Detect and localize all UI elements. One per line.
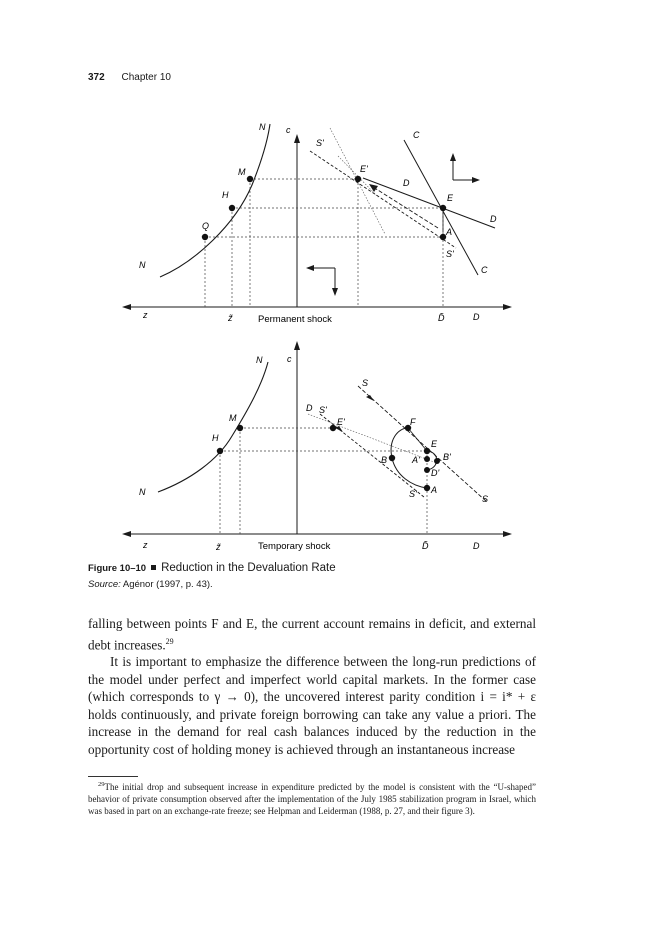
top-label-z: z: [143, 310, 148, 320]
bottom-point-M: [237, 425, 243, 431]
bottom-label-N-left: N: [139, 487, 146, 497]
page-number: 372: [88, 72, 105, 83]
footnote-text: The initial drop and subsequent increase in expenditure predicted by the model is consistent with the “U-shaped” behavior of private consumption observed after the implementation of the July 1985 stabilization program in Israel, which was based in part on an exchange-rate freeze; see Helpman and Leiderman (1988, p. 27, and their figure 3).: [88, 782, 536, 817]
top-label-N-left: N: [139, 260, 146, 270]
bottom-panel-title: Temporary shock: [258, 541, 331, 552]
bottom-label-Dprime: D': [431, 468, 440, 478]
figure-caption: [88, 562, 336, 574]
figure-source: [88, 579, 213, 590]
bottom-label-Aprime: A': [412, 455, 420, 465]
bottom-point-H: [217, 448, 223, 454]
top-label-D-tilde: D̃: [438, 313, 445, 323]
top-label-Eprime: E': [360, 164, 368, 174]
top-panel-title: Permanent shock: [258, 314, 332, 325]
bottom-axis-right-arrow: [503, 531, 512, 537]
bottom-label-z-tilde: z̃: [216, 542, 221, 552]
figure-number: Figure 10–10: [88, 563, 147, 574]
top-label-N: N: [259, 122, 266, 132]
top-c-axis-arrow: [294, 134, 300, 143]
top-label-D-left: D: [403, 178, 410, 188]
bottom-label-H: H: [212, 433, 219, 443]
footnote-rule: [88, 776, 138, 777]
top-path-arrow: [373, 187, 438, 228]
top-label-A: A: [446, 227, 453, 237]
bottom-label-S-bottom: S: [482, 494, 489, 504]
bottom-path-F-E: [408, 428, 427, 451]
top-label-z-tilde: z̃: [228, 313, 233, 323]
top-point-H: [229, 205, 235, 211]
top-panel: [122, 122, 512, 325]
footnote-ref-29[interactable]: 29: [165, 636, 174, 646]
bottom-label-D-axis: D: [473, 541, 480, 551]
bottom-label-A: A: [431, 485, 438, 495]
source-label: Source:: [88, 579, 121, 590]
top-direction-down-arrowhead: [332, 288, 338, 296]
source-text: Agénor (1997, p. 43).: [122, 579, 213, 590]
top-direction-up-arrowhead: [450, 153, 456, 161]
bottom-label-D: D: [306, 403, 313, 413]
bottom-label-Bprime: B': [443, 452, 451, 462]
bottom-S-arrowhead: [366, 395, 374, 401]
top-label-Sprime: S': [316, 138, 324, 148]
caption-square-icon: [151, 565, 156, 570]
bottom-label-M: M: [229, 413, 237, 423]
bottom-label-z: z: [143, 540, 148, 550]
bottom-path-B-F: [391, 428, 408, 458]
top-direction-left-arrowhead: [306, 265, 314, 271]
top-label-C: C: [413, 130, 420, 140]
bottom-point-B: [389, 455, 395, 461]
paragraph-1: [88, 615, 536, 653]
footnote-29: [88, 779, 536, 818]
footnote-number: 29: [98, 781, 105, 788]
bottom-label-Eprime: E': [337, 417, 345, 427]
top-point-Q: [202, 234, 208, 240]
top-label-Sprime-bottom: S': [446, 249, 454, 259]
top-axis-right-arrow: [503, 304, 512, 310]
bottom-path-B-A: [392, 458, 427, 488]
bottom-point-E: [424, 448, 430, 454]
top-label-D-axis: D: [473, 312, 480, 322]
chapter-title: Chapter 10: [121, 72, 171, 83]
top-direction-upright: [453, 157, 476, 180]
paragraph-2: It is important to emphasize the difference between the long-run predictions of the model under perfect and imperfect world capital markets. In the former case (which corresponds to γ → 0), the uncovered interest parity condition i = i* + ε holds continuously, and private foreign borrowing can take any value a priori. The increase in the demand for real cash balances induced by the reduction in the opportunity cost of holding money is achieved through an instantaneous increase: [88, 654, 536, 757]
bottom-SS-line: [358, 386, 487, 502]
bottom-point-Bprime: [434, 458, 440, 464]
top-SS-line: [310, 151, 456, 248]
top-direction-right-arrowhead: [472, 177, 480, 183]
bottom-label-D-tilde: D̃: [422, 541, 429, 551]
top-label-E: E: [447, 193, 454, 203]
top-label-H: H: [222, 190, 229, 200]
paragraph-1-text: falling between points F and E, the current account remains in deficit, and external debt increases.: [88, 616, 536, 652]
bottom-point-A: [424, 485, 430, 491]
bottom-label-N: N: [256, 355, 263, 365]
top-label-c: c: [286, 125, 291, 135]
bottom-label-c: c: [287, 354, 292, 364]
top-N-curve: [160, 124, 270, 277]
body-text: [88, 615, 536, 758]
bottom-axis-left-arrow: [122, 531, 131, 537]
bottom-point-Aprime: [424, 456, 430, 462]
bottom-point-Dprime: [424, 467, 430, 473]
top-axis-left-arrow: [122, 304, 131, 310]
top-direction-downleft: [310, 268, 335, 292]
top-label-C-bottom: C: [481, 265, 488, 275]
bottom-label-Sprime-bottom: S': [409, 489, 417, 499]
bottom-label-F: F: [410, 417, 416, 427]
bottom-N-curve: [158, 362, 268, 492]
bottom-panel: [122, 341, 512, 552]
top-point-M: [247, 176, 253, 182]
top-label-D-right: D: [490, 214, 497, 224]
bottom-label-S-top: S: [362, 378, 369, 388]
bottom-label-B: B: [381, 455, 388, 465]
top-label-M: M: [238, 167, 246, 177]
figure-title: Reduction in the Devaluation Rate: [161, 562, 336, 574]
bottom-c-axis-arrow: [294, 341, 300, 350]
top-point-E: [440, 205, 446, 211]
bottom-label-Sprime: S': [319, 405, 327, 415]
top-point-Eprime: [355, 176, 361, 182]
bottom-label-E: E: [431, 439, 438, 449]
top-label-Q: Q: [202, 221, 210, 231]
bottom-point-Eprime: [330, 425, 336, 431]
